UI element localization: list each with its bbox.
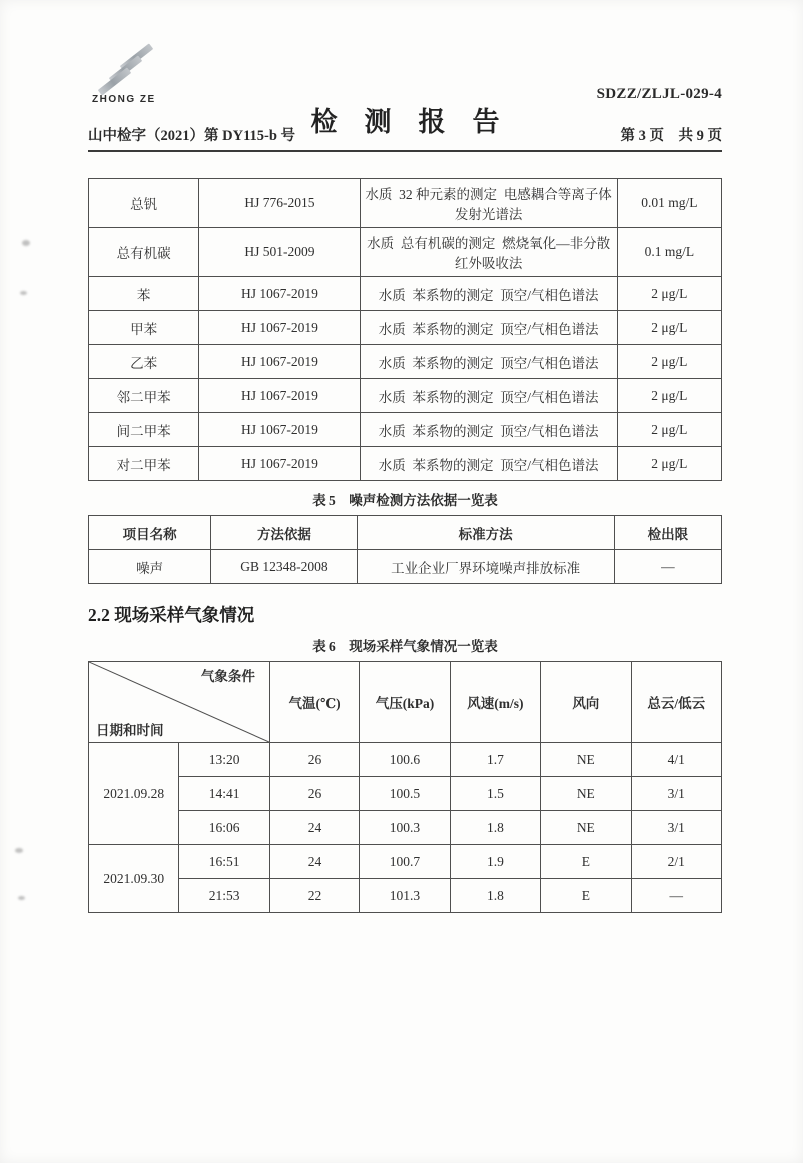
cell-time: 16:51: [179, 845, 269, 879]
cell-detection-limit: 2 μg/L: [617, 277, 721, 311]
weather-table: [88, 661, 722, 913]
table-row: [89, 743, 722, 777]
cell-item-name: 邻二甲苯: [89, 379, 199, 413]
cell-item-name: 噪声: [89, 550, 211, 584]
cell-date: 2021.09.28: [89, 743, 179, 845]
cell-cloud: 2/1: [631, 845, 721, 879]
cell-wind-speed: 1.8: [450, 879, 540, 913]
scan-artifact: [22, 240, 30, 246]
cell-cloud: —: [631, 879, 721, 913]
cell-item-name: 对二甲苯: [89, 447, 199, 481]
table-row: [89, 550, 722, 584]
cell-detection-limit: 0.1 mg/L: [617, 228, 721, 277]
table-row: [89, 311, 722, 345]
table-header-row: [89, 516, 722, 550]
table-header-row: [89, 662, 722, 743]
cell-method-basis: GB 12348-2008: [211, 550, 357, 584]
table-row: [89, 413, 722, 447]
cell-wind-direction: E: [541, 845, 631, 879]
cell-temperature: 24: [269, 811, 359, 845]
cell-time: 13:20: [179, 743, 269, 777]
cell-temperature: 24: [269, 845, 359, 879]
report-header: [88, 50, 722, 152]
cell-wind-direction: NE: [541, 811, 631, 845]
table-row: [89, 228, 722, 277]
cell-time: 14:41: [179, 777, 269, 811]
table-row: [89, 179, 722, 228]
cell-method-basis: HJ 1067-2019: [199, 311, 360, 345]
column-header: 气温(℃): [269, 662, 359, 743]
cell-standard-method: 水质 32 种元素的测定 电感耦合等离子体发射光谱法: [360, 179, 617, 228]
cell-wind-direction: NE: [541, 777, 631, 811]
cell-time: 16:06: [179, 811, 269, 845]
cell-standard-method: 水质 苯系物的测定 顶空/气相色谱法: [360, 277, 617, 311]
cell-standard-method: 水质 总有机碳的测定 燃烧氧化—非分散红外吸收法: [360, 228, 617, 277]
cell-detection-limit: 2 μg/L: [617, 447, 721, 481]
column-header: 标准方法: [357, 516, 614, 550]
cell-item-name: 苯: [89, 277, 199, 311]
cell-item-name: 间二甲苯: [89, 413, 199, 447]
cell-method-basis: HJ 1067-2019: [199, 413, 360, 447]
column-header: 总云/低云: [631, 662, 721, 743]
document-code: SDZZ/ZLJL-029-4: [596, 86, 722, 102]
cell-standard-method: 水质 苯系物的测定 顶空/气相色谱法: [360, 345, 617, 379]
scan-artifact: [20, 291, 27, 295]
cell-pressure: 101.3: [360, 879, 450, 913]
scan-artifact: [18, 896, 25, 900]
cell-cloud: 3/1: [631, 811, 721, 845]
cell-cloud: 3/1: [631, 777, 721, 811]
cell-standard-method: 水质 苯系物的测定 顶空/气相色谱法: [360, 413, 617, 447]
cell-wind-speed: 1.5: [450, 777, 540, 811]
noise-method-table: [88, 515, 722, 584]
report-title: 检 测 报 告: [310, 107, 500, 137]
table-row: [89, 277, 722, 311]
column-header: 方法依据: [211, 516, 357, 550]
report-number: 山中检字（2021）第 DY115-b 号: [88, 128, 296, 144]
cell-pressure: 100.7: [360, 845, 450, 879]
table-row: [89, 845, 722, 879]
column-header: 项目名称: [89, 516, 211, 550]
cell-item-name: 甲苯: [89, 311, 199, 345]
cell-item-name: 总有机碳: [89, 228, 199, 277]
cell-detection-limit: 2 μg/L: [617, 413, 721, 447]
cell-pressure: 100.3: [360, 811, 450, 845]
cell-temperature: 22: [269, 879, 359, 913]
scan-artifact: [15, 848, 23, 853]
cell-wind-direction: E: [541, 879, 631, 913]
table-row: [89, 879, 722, 913]
subheader: [88, 124, 722, 152]
cell-wind-speed: 1.8: [450, 811, 540, 845]
cell-method-basis: HJ 1067-2019: [199, 345, 360, 379]
table6-caption: 表 6 现场采样气象情况一览表: [312, 639, 498, 654]
cell-method-basis: HJ 1067-2019: [199, 379, 360, 413]
cell-standard-method: 水质 苯系物的测定 顶空/气相色谱法: [360, 311, 617, 345]
column-header: 风向: [541, 662, 631, 743]
corner-label-datetime: 日期和时间: [96, 723, 164, 738]
cell-detection-limit: 2 μg/L: [617, 311, 721, 345]
cell-temperature: 26: [269, 777, 359, 811]
cell-pressure: 100.5: [360, 777, 450, 811]
logo-text: ZHONG ZE: [92, 94, 156, 105]
cell-method-basis: HJ 1067-2019: [199, 277, 360, 311]
cell-method-basis: HJ 501-2009: [199, 228, 360, 277]
column-header: 风速(m/s): [450, 662, 540, 743]
cell-standard-method: 水质 苯系物的测定 顶空/气相色谱法: [360, 447, 617, 481]
cell-standard-method: 水质 苯系物的测定 顶空/气相色谱法: [360, 379, 617, 413]
cell-method-basis: HJ 776-2015: [199, 179, 360, 228]
corner-label-weather: 气象条件: [200, 669, 255, 684]
cell-wind-direction: NE: [541, 743, 631, 777]
cell-temperature: 26: [269, 743, 359, 777]
cell-wind-speed: 1.9: [450, 845, 540, 879]
cell-item-name: 总钒: [89, 179, 199, 228]
cell-pressure: 100.6: [360, 743, 450, 777]
column-header: 检出限: [614, 516, 721, 550]
table5-caption: 表 5 噪声检测方法依据一览表: [312, 493, 498, 508]
column-header: 气压(kPa): [360, 662, 450, 743]
cell-detection-limit: 2 μg/L: [617, 345, 721, 379]
cell-item-name: 乙苯: [89, 345, 199, 379]
cell-detection-limit: 2 μg/L: [617, 379, 721, 413]
cell-detection-limit: 0.01 mg/L: [617, 179, 721, 228]
diagonal-header-cell: [89, 662, 270, 743]
section-heading: 2.2 现场采样气象情况: [88, 605, 255, 625]
cell-method-basis: HJ 1067-2019: [199, 447, 360, 481]
cell-standard-method: 工业企业厂界环境噪声排放标准: [357, 550, 614, 584]
cell-wind-speed: 1.7: [450, 743, 540, 777]
table-row: [89, 447, 722, 481]
cell-cloud: 4/1: [631, 743, 721, 777]
page-indicator: 第 3 页 共 9 页: [620, 128, 722, 144]
cell-time: 21:53: [179, 879, 269, 913]
cell-date: 2021.09.30: [89, 845, 179, 913]
table-row: [89, 345, 722, 379]
zhongze-logo-icon: [92, 50, 162, 92]
table-row: [89, 777, 722, 811]
cell-detection-limit: —: [614, 550, 721, 584]
table-row: [89, 379, 722, 413]
methods-table: [88, 178, 722, 481]
table-row: [89, 811, 722, 845]
